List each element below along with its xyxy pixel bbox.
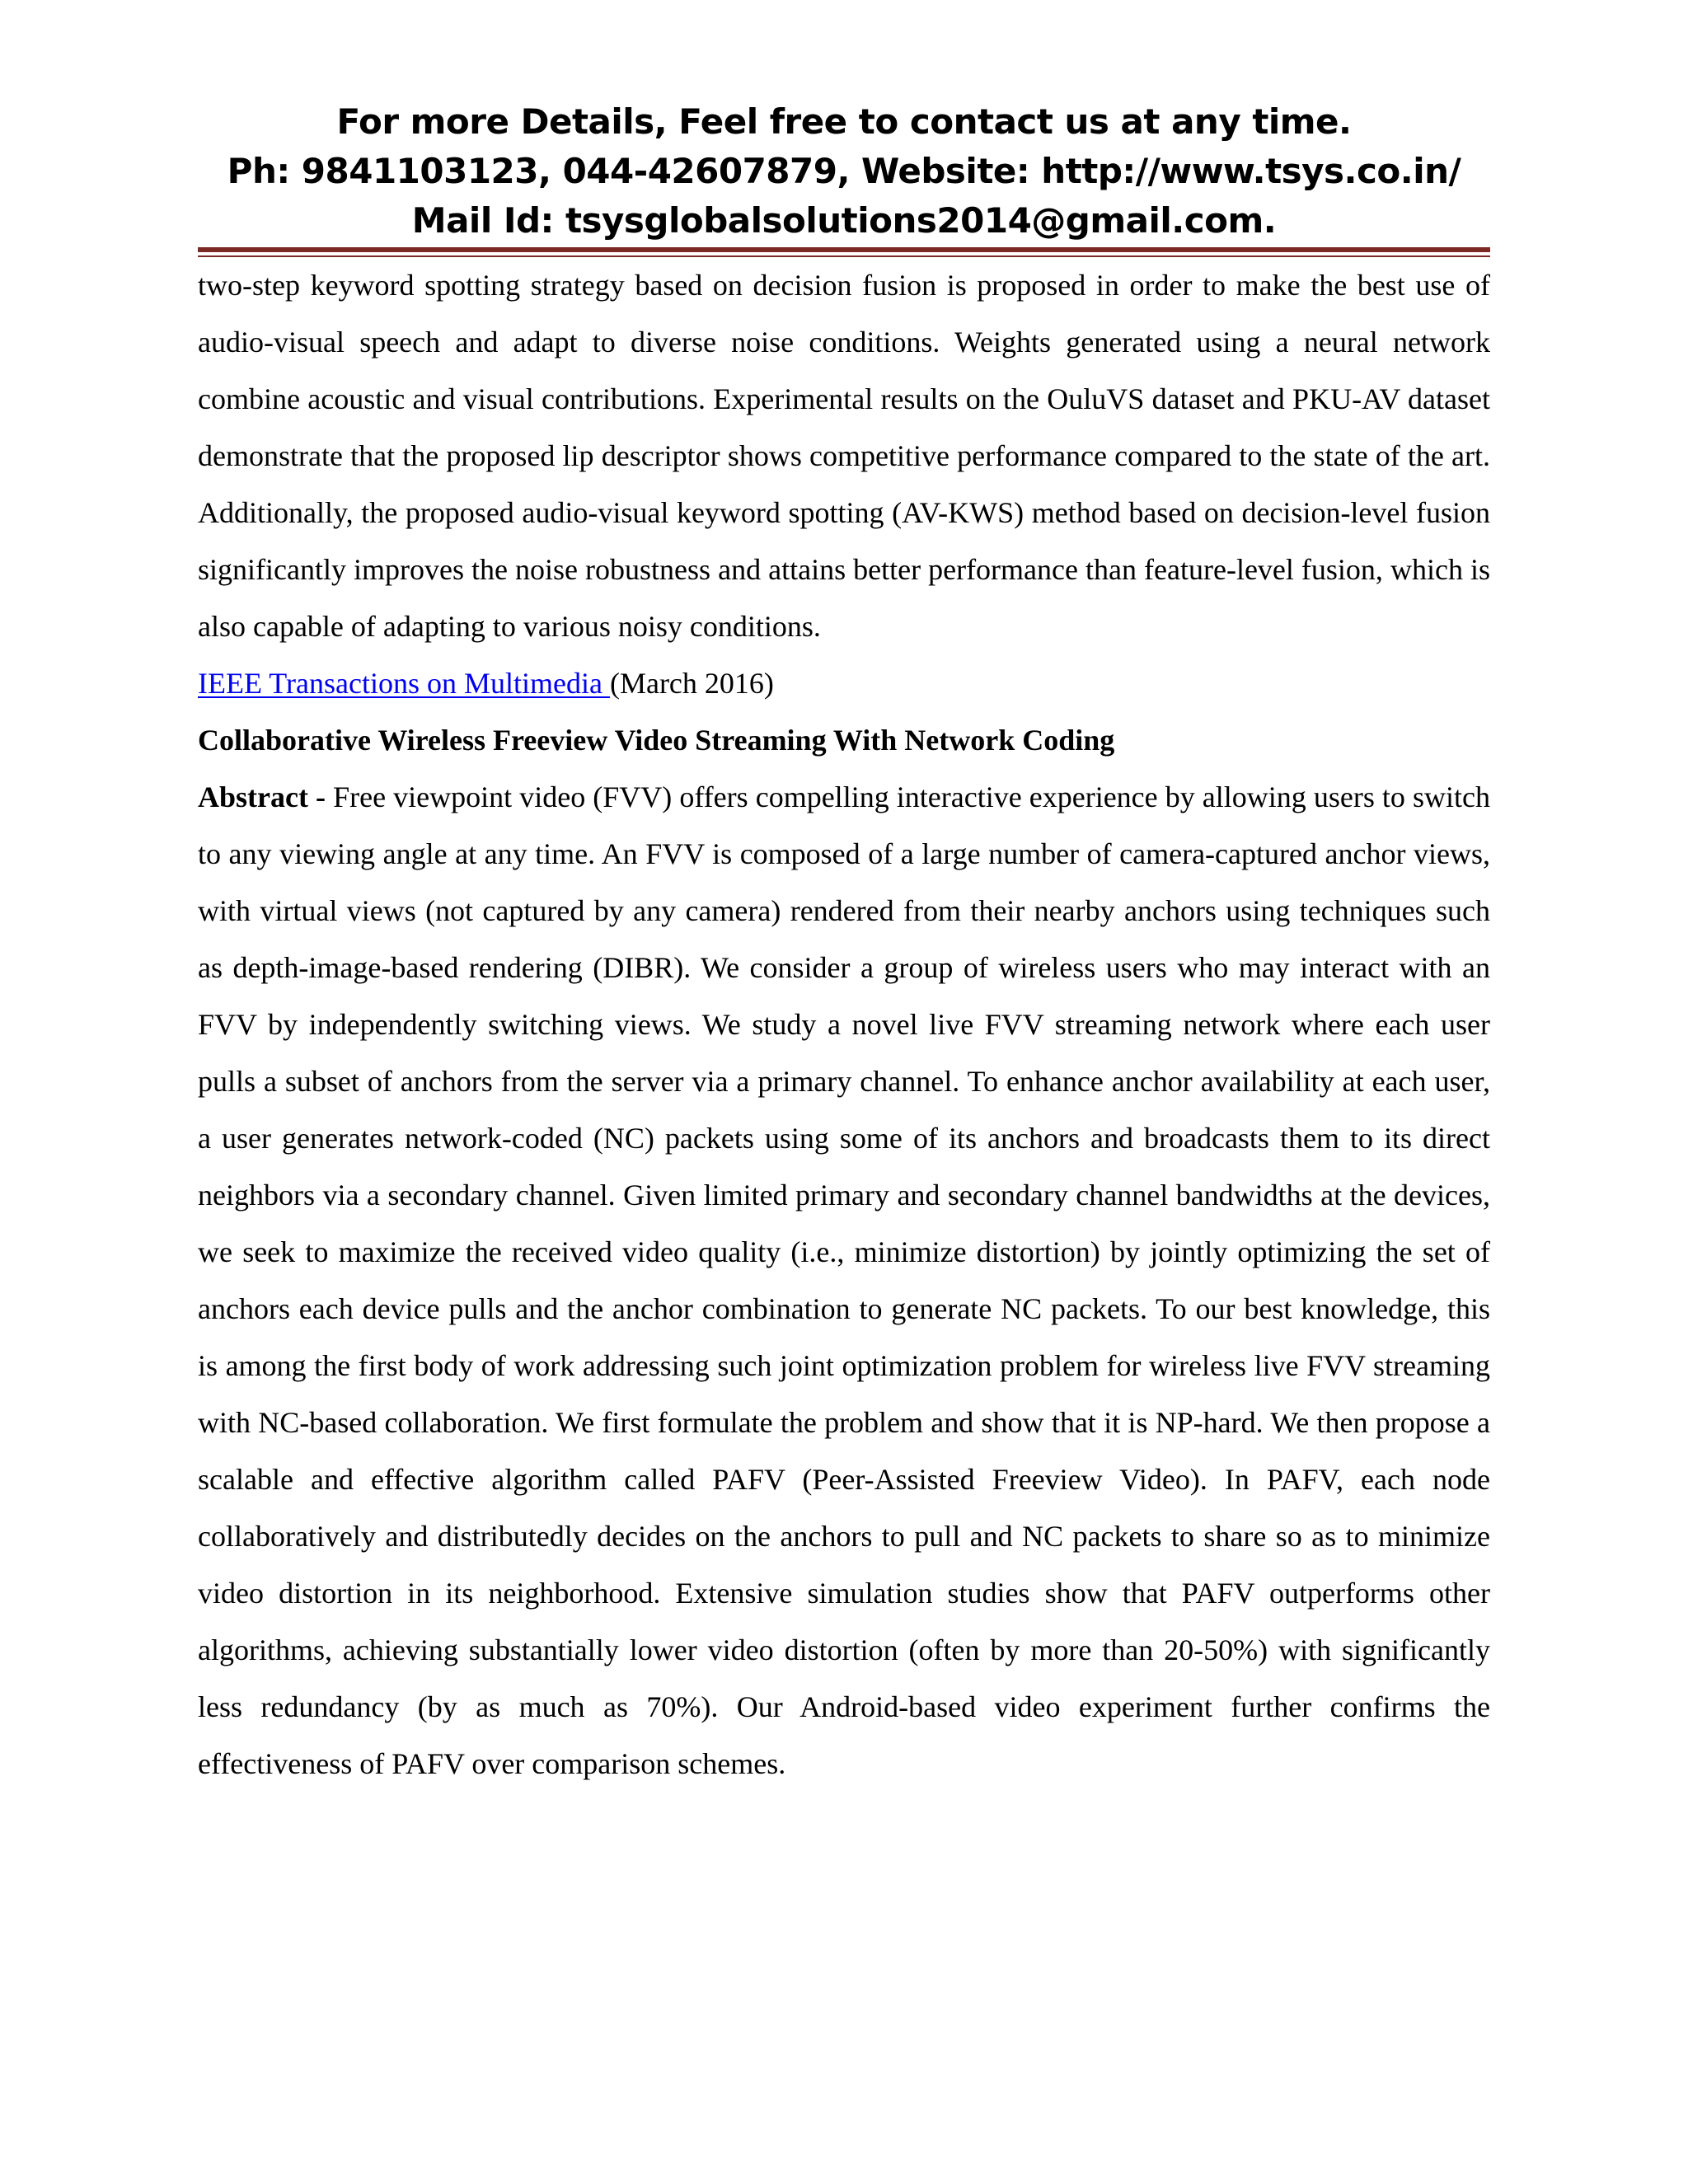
paper-title: Collaborative Wireless Freeview Video Streaming With Network Coding <box>198 724 1115 757</box>
contact-header <box>198 97 1490 246</box>
continued-abstract-paragraph: two-step keyword spotting strategy based on decision fusion is proposed in order to make the best use of audio-visual speech and adapt to diverse noise conditions. Weights generated using a neural network combine acoustic and visual contributions. Experimental results on the OuluVS dataset and PKU-AV dataset demonstrate that the proposed lip descriptor shows competitive performance compared to the state of the art. Additionally, the proposed audio-visual keyword spotting (AV-KWS) method based on decision-level fusion significantly improves the noise robustness and attains better performance than feature-level fusion, which is also capable of adapting to various noisy conditions. <box>198 269 1490 643</box>
abstract-text: Free viewpoint video (FVV) offers compelling interactive experience by allowing users to switch to any viewing angle at any time. An FVV is composed of a large number of camera-captured anchor views, with virtual views (not captured by any camera) rendered from their nearby anchors using techniques such as depth-image-based rendering (DIBR). We consider a group of wireless users who may interact with an FVV by independently switching views. We study a novel live FVV streaming network where each user pulls a subset of anchors from the server via a primary channel. To enhance anchor availability at each user, a user generates network-coded (NC) packets using some of its anchors and broadcasts them to its direct neighbors via a secondary channel. Given limited primary and secondary channel bandwidths at the devices, we seek to maximize the received video quality (i.e., minimize distortion) by jointly optimizing the set of anchors each device pulls and the anchor combination to generate NC packets. To our best knowledge, this is among the first body of work addressing such joint optimization problem for wireless live FVV streaming with NC-based collaboration. We first formulate the problem and show that it is NP-hard. We then propose a scalable and effective algorithm called PAFV (Peer-Assisted Freeview Video). In PAFV, each node collaboratively and distributedly decides on the anchors to pull and NC packets to share so as to minimize video distortion in its neighborhood. Extensive simulation studies show that PAFV outperforms other algorithms, achieving substantially lower video distortion (often by more than 20-50%) with significantly less redundancy (by as much as 70%). Our Android-based video experiment further confirms the effectiveness of PAFV over comparison schemes. <box>198 780 1490 1780</box>
contact-header-line-1: For more Details, Feel free to contact us at any time. <box>336 101 1352 142</box>
publication-date: (March 2016) <box>609 667 774 700</box>
journal-citation <box>198 655 1490 712</box>
abstract-label: Abstract - <box>198 780 334 813</box>
contact-header-line-2: Ph: 9841103123, 044-42607879, Website: http://www.tsys.co.in/ <box>227 151 1461 191</box>
abstract-paragraph <box>198 769 1490 1793</box>
document-body <box>198 257 1490 1793</box>
header-divider-thick <box>198 247 1490 252</box>
contact-header-line-3: Mail Id: tsysglobalsolutions2014@gmail.com. <box>411 200 1277 241</box>
journal-link[interactable]: IEEE Transactions on Multimedia <box>198 667 610 700</box>
